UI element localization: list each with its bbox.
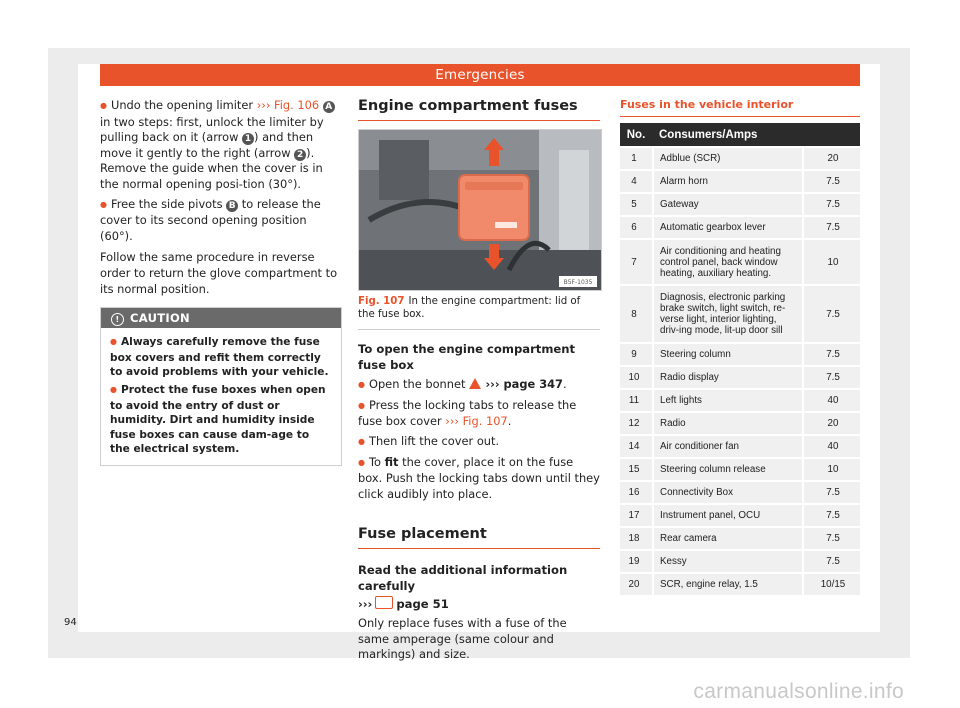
fuse-consumer: Air conditioning and heating control panel, back window heating, auxiliary heating. xyxy=(653,239,803,285)
marker-2: 2 xyxy=(294,149,306,161)
table-row xyxy=(620,193,860,216)
table-row xyxy=(620,527,860,550)
page-link[interactable]: ››› page 347 xyxy=(485,377,563,392)
table-row xyxy=(620,366,860,389)
fuse-number: 1 xyxy=(620,147,653,170)
column-right xyxy=(620,98,860,595)
column-left xyxy=(100,98,342,466)
fuse-consumer: SCR, engine relay, 1.5 xyxy=(653,573,803,595)
fuse-number: 8 xyxy=(620,285,653,343)
fuse-consumer: Alarm horn xyxy=(653,170,803,193)
fuse-number: 20 xyxy=(620,573,653,595)
caution-icon: ! xyxy=(111,313,124,326)
table-row xyxy=(620,285,860,343)
table-row xyxy=(620,412,860,435)
fuse-amps: 7.5 xyxy=(803,366,860,389)
fuse-amps: 7.5 xyxy=(803,343,860,366)
page-number: 94 xyxy=(64,617,77,628)
table-row xyxy=(620,481,860,504)
bullet xyxy=(110,336,121,348)
table-row xyxy=(620,550,860,573)
figure-engine-fusebox xyxy=(358,129,602,291)
step: ● To fit the cover, place it on the fuse box. Push the locking tabs down until they click audibly into place. xyxy=(358,455,600,503)
fuse-amps: 40 xyxy=(803,435,860,458)
fuse-number: 4 xyxy=(620,170,653,193)
fuse-number: 5 xyxy=(620,193,653,216)
fuse-amps: 7.5 xyxy=(803,285,860,343)
fuse-consumer: Gateway xyxy=(653,193,803,216)
bullet xyxy=(358,377,369,391)
step: ● Press the locking tabs to release the fuse box cover ››› Fig. 107. xyxy=(358,398,600,430)
step: ● Open the bonnet ››› page 347. xyxy=(358,377,600,394)
bullet xyxy=(358,434,369,448)
fuse-consumer: Radio xyxy=(653,412,803,435)
fuse-amps: 7.5 xyxy=(803,550,860,573)
fuse-number: 14 xyxy=(620,435,653,458)
caution-body xyxy=(101,328,341,465)
fuse-amps: 7.5 xyxy=(803,193,860,216)
table-row xyxy=(620,147,860,170)
fuse-amps: 7.5 xyxy=(803,170,860,193)
figure-link[interactable]: ››› Fig. 107 xyxy=(445,414,508,429)
table-row xyxy=(620,343,860,366)
table-row xyxy=(620,170,860,193)
read-info-link[interactable]: ››› page 51 xyxy=(358,596,449,611)
fuse-number: 19 xyxy=(620,550,653,573)
body-paragraph: Follow the same procedure in reverse order to return the glove compartment to its normal position. xyxy=(100,250,338,296)
fuse-number: 17 xyxy=(620,504,653,527)
header-consumers: Consumers/Amps xyxy=(653,123,860,147)
figure-link[interactable]: ››› Fig. 106 xyxy=(256,98,320,112)
step: ● Then lift the cover out. xyxy=(358,434,600,451)
table-row xyxy=(620,435,860,458)
fuse-consumer: Steering column release xyxy=(653,458,803,481)
column-middle xyxy=(358,98,600,663)
chapter-header: Emergencies xyxy=(100,64,860,86)
fuse-amps: 7.5 xyxy=(803,481,860,504)
fuse-consumer: Instrument panel, OCU xyxy=(653,504,803,527)
fuse-consumer: Adblue (SCR) xyxy=(653,147,803,170)
instruction-paragraph: ● Free the side pivots B to release the cover to its second opening position (60°). xyxy=(100,197,342,245)
table-row xyxy=(620,573,860,595)
bullet xyxy=(110,384,121,396)
fuse-number: 9 xyxy=(620,343,653,366)
fuse-amps: 10/15 xyxy=(803,573,860,595)
engine-compartment-illustration xyxy=(359,130,601,290)
section-title: Fuse placement xyxy=(358,526,600,549)
bullet xyxy=(100,197,111,211)
fuse-amps: 40 xyxy=(803,389,860,412)
body-paragraph: Only replace fuses with a fuse of the same amperage (same colour and markings) and size. xyxy=(358,616,567,662)
table-row xyxy=(620,504,860,527)
marker-1: 1 xyxy=(242,133,254,145)
fuse-consumer: Steering column xyxy=(653,343,803,366)
fuse-consumer: Rear camera xyxy=(653,527,803,550)
subheading: To open the engine compartment fuse box xyxy=(358,342,576,372)
fuse-number: 15 xyxy=(620,458,653,481)
header-no: No. xyxy=(620,123,653,147)
fuse-amps: 10 xyxy=(803,458,860,481)
table-row xyxy=(620,458,860,481)
table-row xyxy=(620,216,860,239)
section-title: Engine compartment fuses xyxy=(358,98,600,121)
figure-code: B5F-1035 xyxy=(563,279,593,286)
bullet xyxy=(100,98,111,112)
caution-item: ● Always carefully remove the fuse box covers and refit them correctly to avoid problems with your vehicle. xyxy=(110,335,332,380)
fuse-number: 6 xyxy=(620,216,653,239)
fuse-number: 7 xyxy=(620,239,653,285)
marker-b: B xyxy=(226,200,238,212)
table-row xyxy=(620,239,860,285)
fuse-consumer: Kessy xyxy=(653,550,803,573)
book-icon xyxy=(375,596,393,609)
caution-item: ● Protect the fuse boxes when open to avoid the entry of dust or humidity. Dirt and humidity inside fuse boxes can cause dam-age to the electrical system. xyxy=(110,383,332,457)
caution-header: ! CAUTION xyxy=(101,308,341,328)
fuse-amps: 20 xyxy=(803,412,860,435)
fuse-consumer: Connectivity Box xyxy=(653,481,803,504)
fuse-amps: 10 xyxy=(803,239,860,285)
figure-caption: Fig. 107 In the engine compartment: lid of the fuse box. xyxy=(358,295,600,330)
fuse-consumer: Radio display xyxy=(653,366,803,389)
bullet xyxy=(358,398,369,412)
fuse-amps: 7.5 xyxy=(803,216,860,239)
fuse-consumer: Left lights xyxy=(653,389,803,412)
marker-a: A xyxy=(323,101,335,113)
caution-box xyxy=(100,307,342,466)
read-info-heading: Read the additional information carefully xyxy=(358,563,568,593)
fuse-number: 16 xyxy=(620,481,653,504)
table-title: Fuses in the vehicle interior xyxy=(620,98,860,117)
table-row xyxy=(620,389,860,412)
fuse-consumer: Air conditioner fan xyxy=(653,435,803,458)
fuse-amps: 20 xyxy=(803,147,860,170)
fuse-amps: 7.5 xyxy=(803,527,860,550)
fuse-consumer: Diagnosis, electronic parking brake switch, light switch, re-verse light, interior lighting, driv-ing mode, lit-up door sill xyxy=(653,285,803,343)
fuse-consumer: Automatic gearbox lever xyxy=(653,216,803,239)
fuse-table xyxy=(620,123,860,595)
watermark: carmanualsonline.info xyxy=(693,680,904,703)
warning-triangle-icon xyxy=(469,378,481,389)
fuse-amps: 7.5 xyxy=(803,504,860,527)
bullet xyxy=(358,455,369,469)
fuse-number: 18 xyxy=(620,527,653,550)
fuse-number: 12 xyxy=(620,412,653,435)
fuse-number: 11 xyxy=(620,389,653,412)
figure-number: Fig. 107 xyxy=(358,296,405,307)
fuse-number: 10 xyxy=(620,366,653,389)
instruction-paragraph: ● Undo the opening limiter ››› Fig. 106 A in two steps: first, unlock the limiter by pulling back on it (arrow 1 ) and then move it gently to the right (arrow 2 ). Remove the guide when the cover is in the normal opening posi-tion (30°). xyxy=(100,98,342,193)
